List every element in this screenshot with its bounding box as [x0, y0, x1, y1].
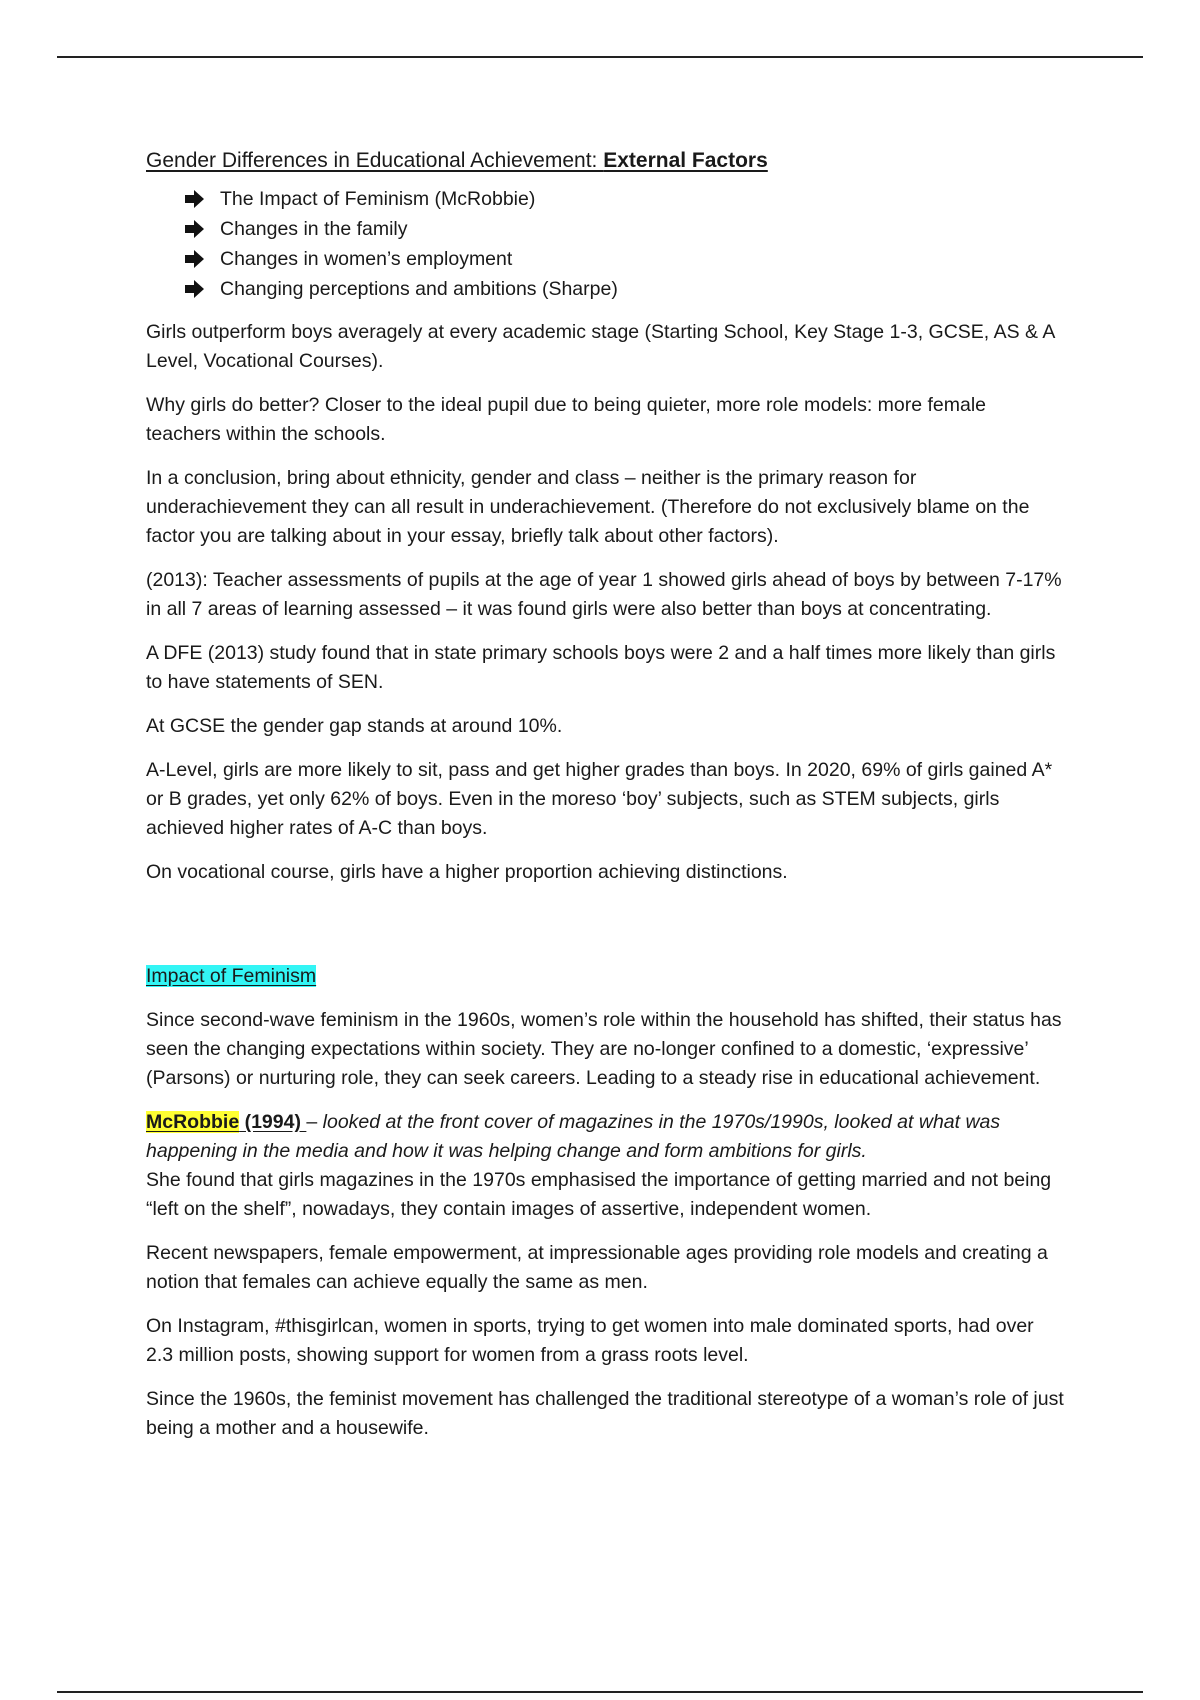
paragraph-outperform: Girls outperform boys averagely at every academic stage (Starting School, Key Stage 1-3, GCSE, AS & A Level, Vocational Courses).: [146, 321, 1055, 372]
header-rule: [57, 56, 1143, 58]
section-spacer: [146, 902, 1066, 962]
list-item-label: Changes in the family: [220, 217, 408, 240]
topic-list: [146, 184, 1066, 304]
document-title: [146, 146, 1066, 176]
feminism-heading: Impact of Feminism: [146, 965, 317, 987]
mcrobbie-dash: –: [306, 1111, 323, 1133]
arrow-right-icon: [183, 219, 205, 239]
footer-rule: [57, 1691, 1143, 1693]
paragraph-instagram: On Instagram, #thisgirlcan, women in sports, trying to get women into male dominated sports, had over 2.3 million posts, showing support for women from a grass roots level.: [146, 1315, 1034, 1366]
paragraph-mcrobbie: [146, 1108, 1066, 1224]
list-item-label: The Impact of Feminism (McRobbie): [220, 187, 536, 210]
mcrobbie-finding: She found that girls magazines in the 1970s emphasised the importance of getting married and not being “left on the shelf”, nowadays, they contain images of assertive, independent women.: [146, 1169, 1052, 1220]
list-item: [183, 244, 1066, 274]
arrow-right-icon: [183, 279, 205, 299]
title-bold: External Factors: [603, 149, 768, 172]
list-item: [183, 274, 1066, 304]
paragraph-newspapers: Recent newspapers, female empowerment, at impressionable ages providing role models and creating a notion that females can achieve equally the same as men.: [146, 1242, 1048, 1293]
arrow-right-icon: [183, 189, 205, 209]
paragraph-feminism-intro: Since second-wave feminism in the 1960s, women’s role within the household has shifted, their status has seen the changing expectations within society. They are no-longer confined to a domestic, ‘expressive’ (Parsons) or nurturing role, they can seek careers. Leading to a steady rise in educational achievement.: [146, 1009, 1062, 1089]
paragraph-why-girls: Why girls do better? Closer to the ideal pupil due to being quieter, more role models: more female teachers within the schools.: [146, 394, 987, 445]
title-prefix: Gender Differences in Educational Achievement:: [146, 149, 604, 172]
paragraph-feminist-movement: Since the 1960s, the feminist movement has challenged the traditional stereotype of a woman’s role of just being a mother and a housewife.: [146, 1388, 1064, 1439]
list-item: [183, 184, 1066, 214]
mcrobbie-name: McRobbie: [146, 1111, 240, 1133]
list-item-label: Changing perceptions and ambitions (Sharpe): [220, 277, 618, 300]
paragraph-2013-assessments: (2013): Teacher assessments of pupils at the age of year 1 showed girls ahead of boys by between 7-17% in all 7 areas of learning assessed – it was found girls were also better than boys at concentrating.: [146, 569, 1062, 620]
mcrobbie-citation: [146, 1111, 306, 1133]
paragraph-a-level: A-Level, girls are more likely to sit, pass and get higher grades than boys. In 2020, 69% of girls gained A* or B grades, yet only 62% of boys. Even in the moreso ‘boy’ subjects, such as STEM subjects, girls achieved higher rates of A-C than boys.: [146, 759, 1053, 839]
document-body: [146, 146, 1066, 1458]
paragraph-gcse-gap: At GCSE the gender gap stands at around 10%.: [146, 715, 563, 737]
list-item: [183, 214, 1066, 244]
paragraph-vocational: On vocational course, girls have a higher proportion achieving distinctions.: [146, 861, 788, 883]
list-item-label: Changes in women’s employment: [220, 247, 513, 270]
paragraph-conclusion: In a conclusion, bring about ethnicity, gender and class – neither is the primary reason for underachievement they can all result in underachievement. (Therefore do not exclusively blame on the factor you are talking about in your essay, briefly talk about other factors).: [146, 467, 1030, 547]
arrow-right-icon: [183, 249, 205, 269]
paragraph-dfe-study: A DFE (2013) study found that in state primary schools boys were 2 and a half times more likely than girls to have statements of SEN.: [146, 642, 1056, 693]
feminism-heading-line: [146, 962, 1066, 991]
mcrobbie-year: (1994): [239, 1111, 307, 1133]
mcrobbie-study-description: looked at the front cover of magazines in the 1970s/1990s, looked at what was happening in the media and how it was helping change and form ambitions for girls.: [146, 1111, 1001, 1162]
